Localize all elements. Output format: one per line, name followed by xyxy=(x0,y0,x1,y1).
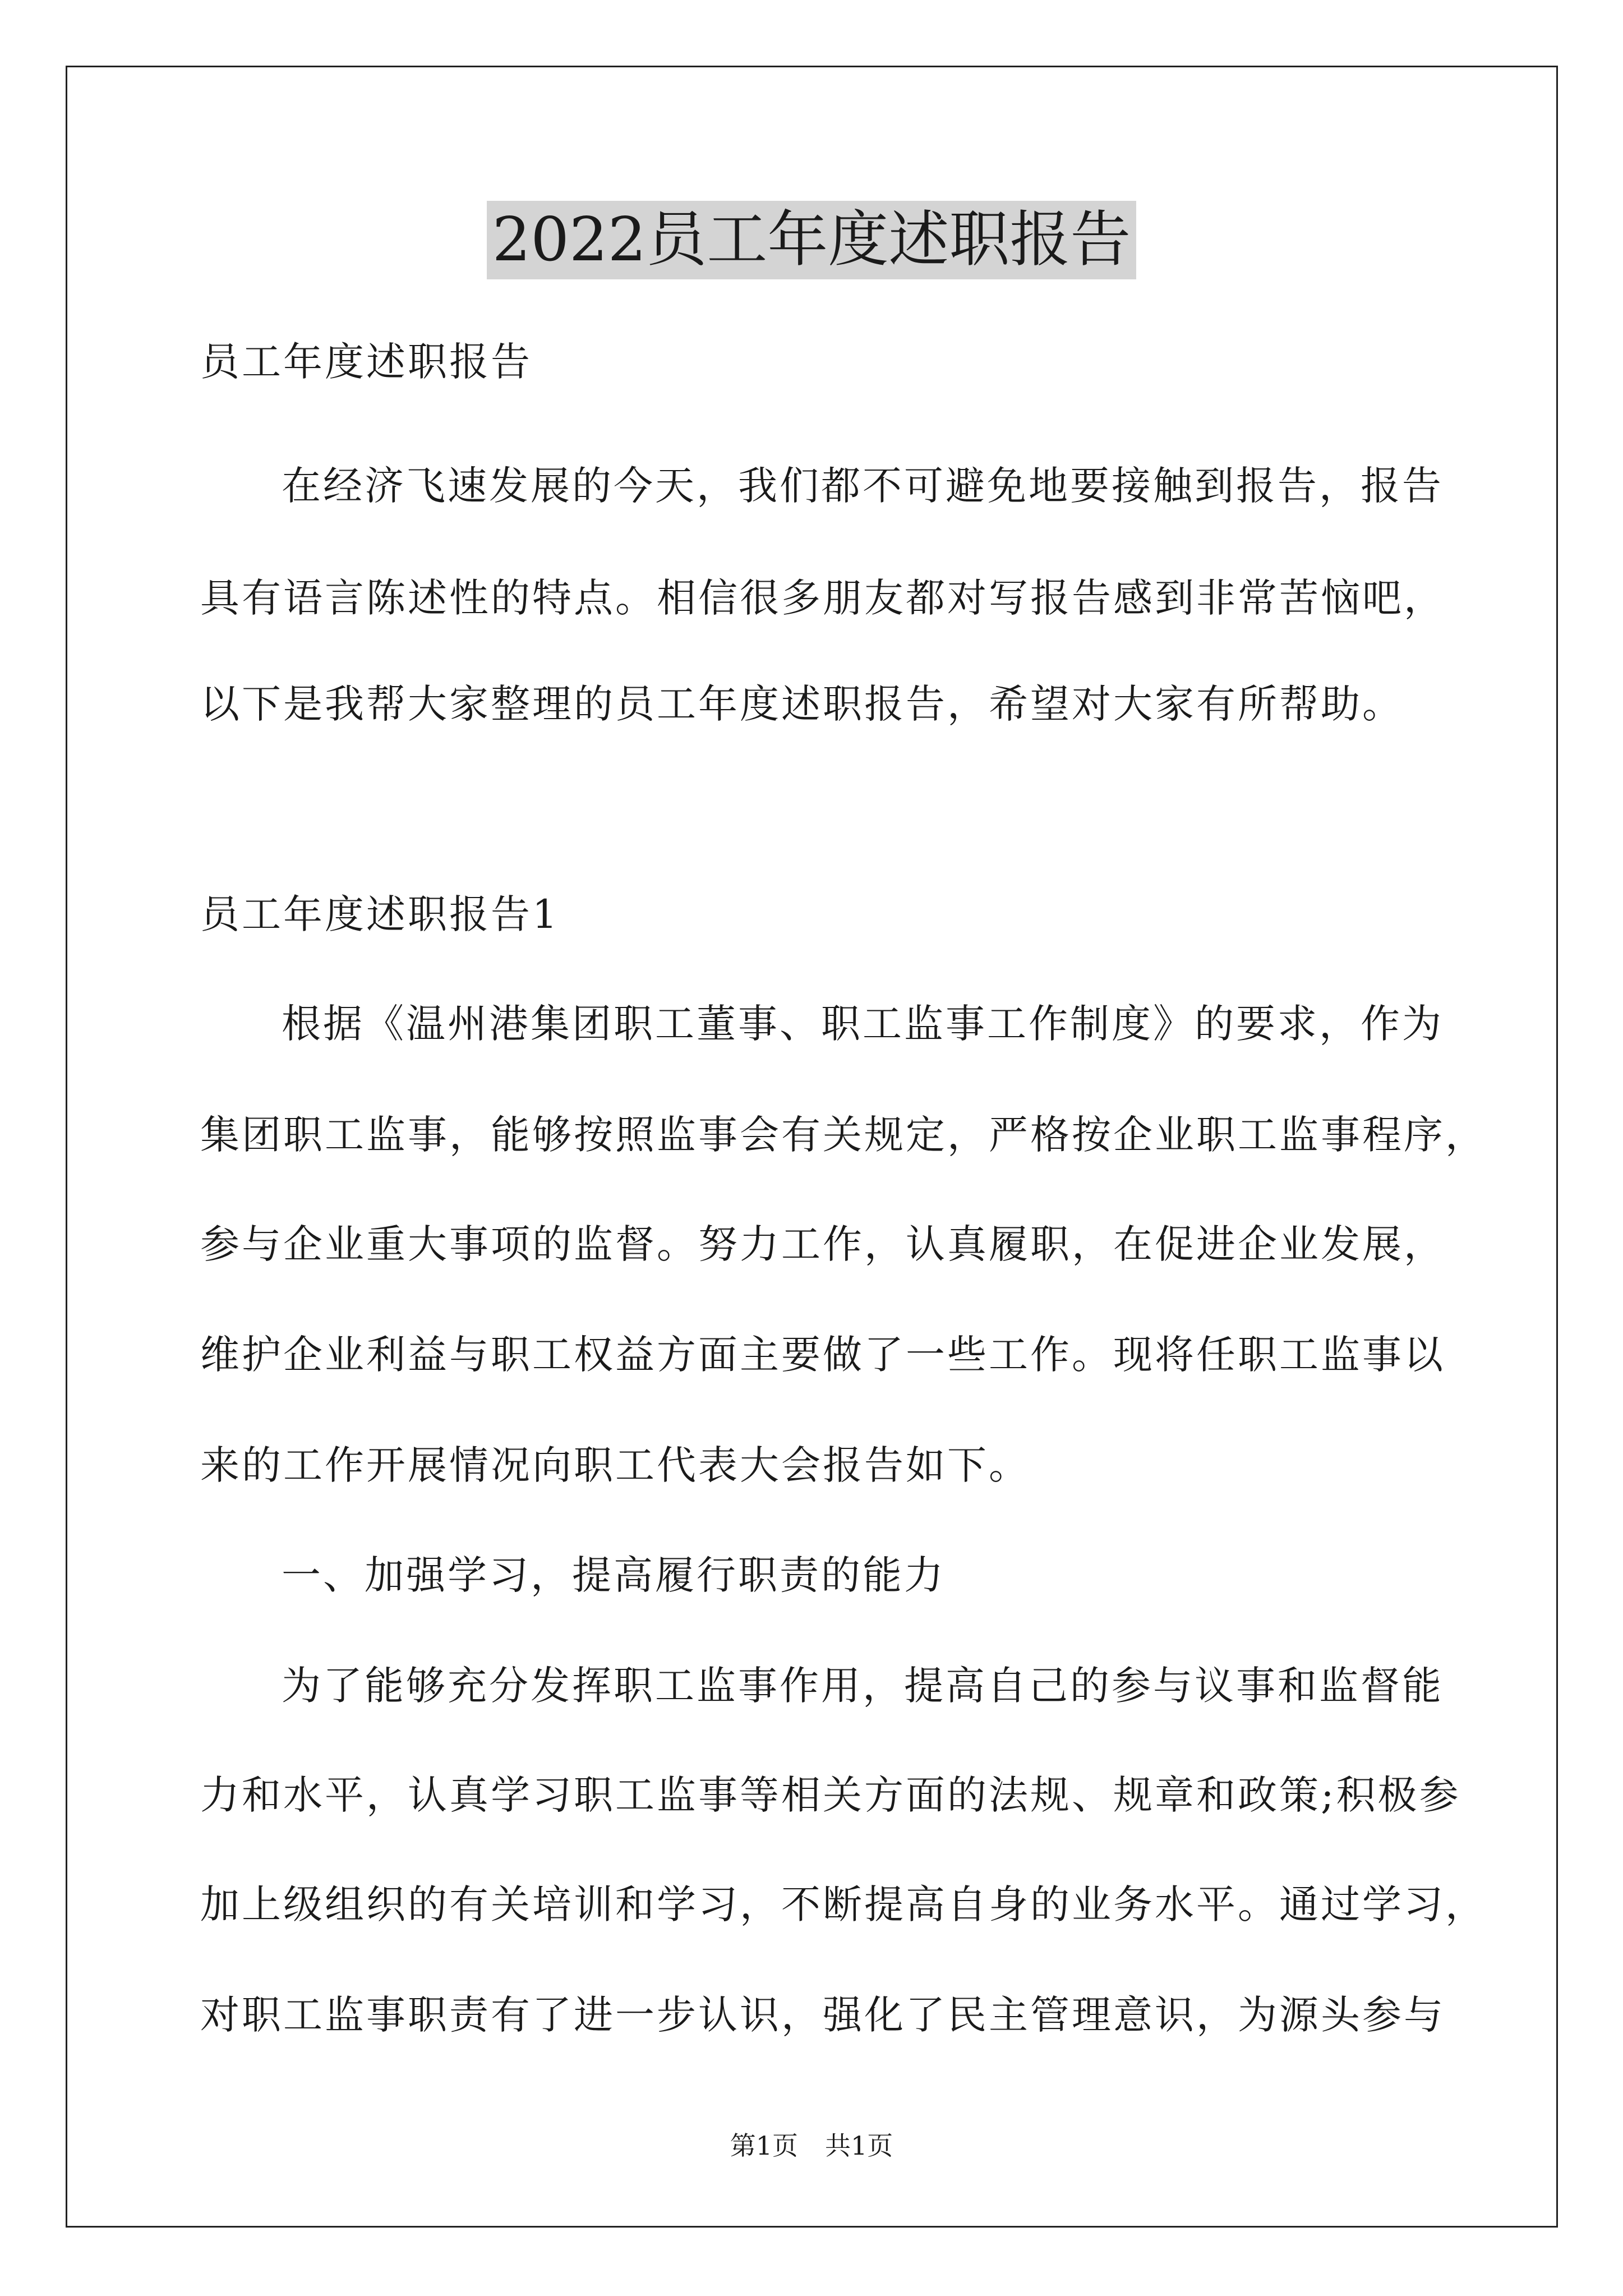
page-footer xyxy=(0,2129,1623,2162)
section-heading: 员工年度述职报告 xyxy=(200,339,532,385)
paragraph-line: 根据《温州港集团职工董事、职工监事工作制度》的要求，作为 xyxy=(282,1001,1444,1047)
paragraph-line: 加上级组织的有关培训和学习，不断提高自身的业务水平。通过学习， xyxy=(200,1881,1487,1927)
paragraph-line: 力和水平，认真学习职工监事等相关方面的法规、规章和政策;积极参 xyxy=(200,1772,1461,1818)
paragraph-line: 在经济飞速发展的今天，我们都不可避免地要接触到报告，报告 xyxy=(282,463,1444,509)
document-title: 2022员工年度述职报告 xyxy=(487,201,1137,279)
page-number: 第1页 xyxy=(730,2131,798,2161)
section-heading: 员工年度述职报告1 xyxy=(200,891,560,937)
paragraph-line: 以下是我帮大家整理的员工年度述职报告，希望对大家有所帮助。 xyxy=(200,681,1404,727)
paragraph-line: 来的工作开展情况向职工代表大会报告如下。 xyxy=(200,1442,1030,1488)
subsection-heading: 一、加强学习，提高履行职责的能力 xyxy=(282,1552,946,1598)
title-wrap xyxy=(0,201,1623,279)
paragraph-line: 参与企业重大事项的监督。努力工作，认真履职，在促进企业发展， xyxy=(200,1221,1445,1267)
paragraph-line: 具有语言陈述性的特点。相信很多朋友都对写报告感到非常苦恼吧， xyxy=(200,575,1445,621)
page-total: 共1页 xyxy=(825,2131,893,2161)
paragraph-line: 为了能够充分发挥职工监事作用，提高自己的参与议事和监督能 xyxy=(282,1663,1444,1709)
paragraph-line: 集团职工监事，能够按照监事会有关规定，严格按企业职工监事程序， xyxy=(200,1112,1487,1158)
paragraph-line: 维护企业利益与职工权益方面主要做了一些工作。现将任职工监事以 xyxy=(200,1332,1445,1378)
paragraph-line: 对职工监事职责有了进一步认识，强化了民主管理意识，为源头参与 xyxy=(200,1992,1445,2038)
